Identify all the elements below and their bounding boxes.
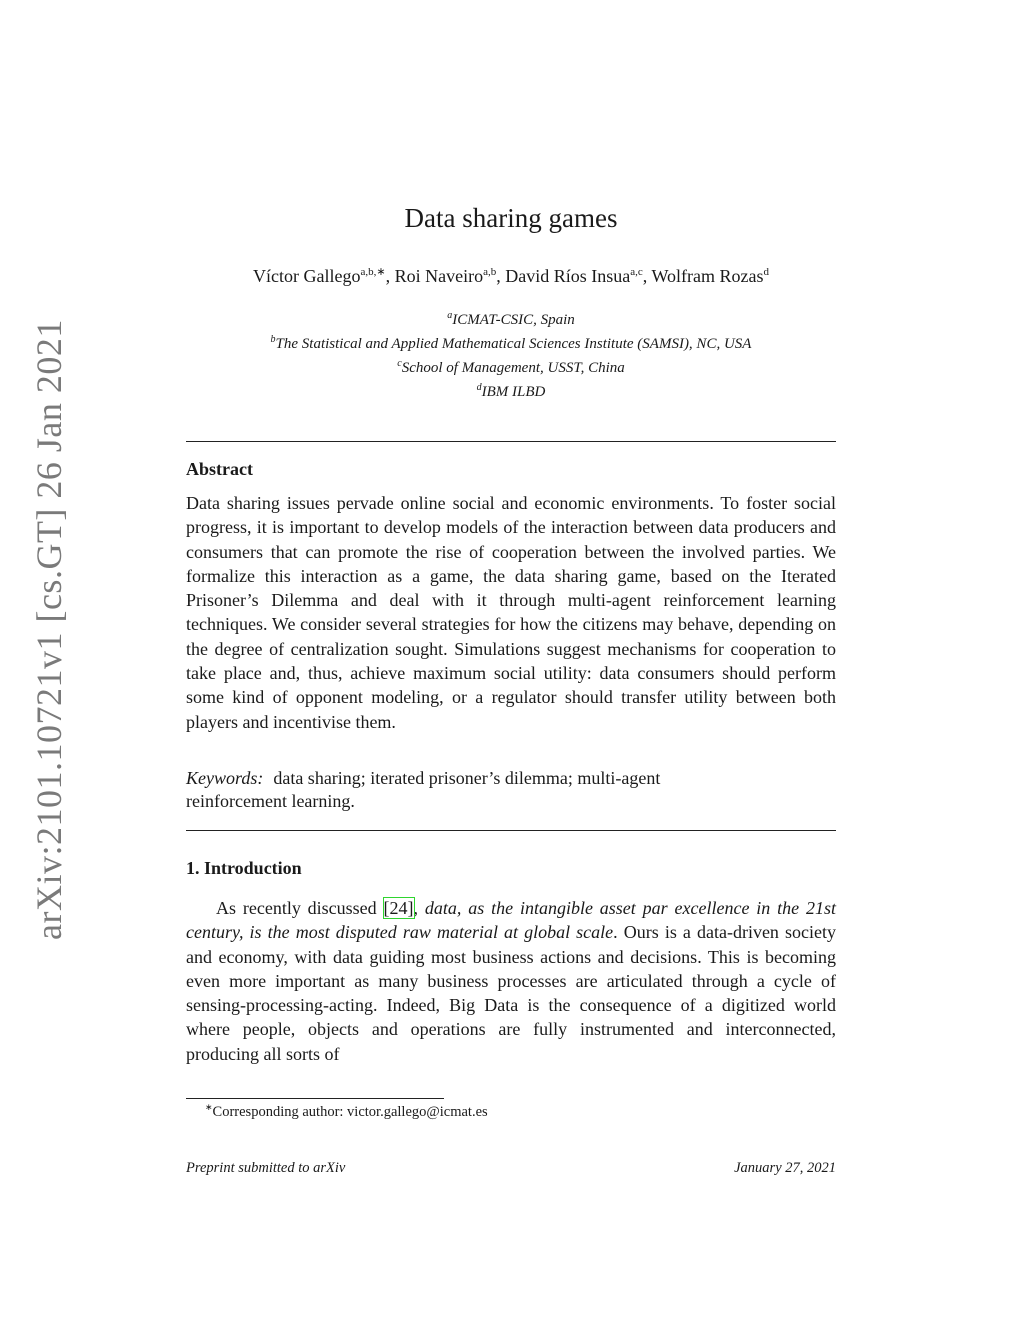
author-name: David Ríos Insua (505, 266, 631, 286)
affiliation: $^a$ICMAT-CSIC, Spain (447, 310, 575, 328)
author-affil-mark: a,b (483, 266, 497, 278)
citation-link[interactable]: [24] (383, 898, 414, 918)
footnote-text: Corresponding author: victor.gallego@icmat.es (212, 1103, 488, 1120)
footer-preprint-note: Preprint submitted to arXiv (186, 1160, 346, 1176)
paper-title: Data sharing games (404, 203, 618, 233)
section-heading-introduction: 1. Introduction (186, 858, 302, 878)
author-name: Roi Naveiro (394, 266, 484, 286)
affiliation: $^c$School of Management, USST, China (397, 358, 625, 376)
footnote (205, 1102, 488, 1121)
affiliation: $^d$IBM ILBD (476, 382, 546, 400)
author-name: Wolfram Rozas (651, 266, 764, 286)
author-list: Víctor Gallego$^{a,b,∗}$, Roi Naveiro$^{a,b}$, David Ríos Insua$^{a,c}$, Wolfram Rozas$^d$ (253, 266, 769, 286)
footnote-mark: ∗ (205, 1102, 213, 1112)
abstract-bottom-rule (186, 830, 836, 831)
affiliation: $^b$The Statistical and Applied Mathematical Sciences Institute (SAMSI), NC, USA (270, 334, 752, 352)
keywords-label: Keywords: (186, 768, 264, 788)
arxiv-identifier[interactable]: arXiv:2101.10721v1 [cs.GT] 26 Jan 2021 (29, 319, 69, 940)
affiliation-list (186, 306, 836, 402)
footer-date: January 27, 2021 (734, 1160, 836, 1176)
introduction-paragraph: As recently discussed [24], data, as the intangible asset par excellence in the 21st century, is the most disputed raw material at global scale. Ours is a data-driven society and economy, with data guiding most business actions and decisions. This is becoming even more important as many business processes are articulated through a cycle of sensing-processing-acting. Indeed, Big Data is the consequence of a digitized world where people, objects and operations are fully instrumented and interconnected, producing all sorts of (186, 898, 836, 1064)
keywords (186, 767, 756, 813)
author-affil-mark: d (763, 266, 769, 278)
abstract-top-rule (186, 441, 836, 442)
footnote-rule (186, 1098, 444, 1099)
abstract-heading: Abstract (186, 459, 253, 479)
quoted-text: data, as the intangible asset par excellence in the 21st century, is the most disputed raw material at global scale (186, 898, 836, 943)
author-name: Víctor Gallego (253, 266, 361, 286)
author-affil-mark: a,b,∗ (360, 266, 386, 278)
abstract-text: Data sharing issues pervade online social and economic environments. To foster social progress, it is important to develop models of the interaction between data producers and consumers that can promote the rise of cooperation between the involved parties. We formalize this interaction as a game, the data sharing game, based on the Iterated Prisoner’s Dilemma and deal with it through multi-agent reinforcement learning techniques. We consider several strategies for how the citizens may behave, depending on the degree of centralization sought. Simulations suggest mechanisms for cooperation to take place and, thus, achieve maximum social utility: data consumers should perform some kind of opponent modeling, or a regulator should transfer utility between both players and incentivise them. (186, 493, 836, 732)
author-affil-mark: a,c (630, 266, 643, 278)
keywords-text: data sharing; iterated prisoner’s dilemma; multi-agent reinforcement learning. (186, 768, 661, 811)
